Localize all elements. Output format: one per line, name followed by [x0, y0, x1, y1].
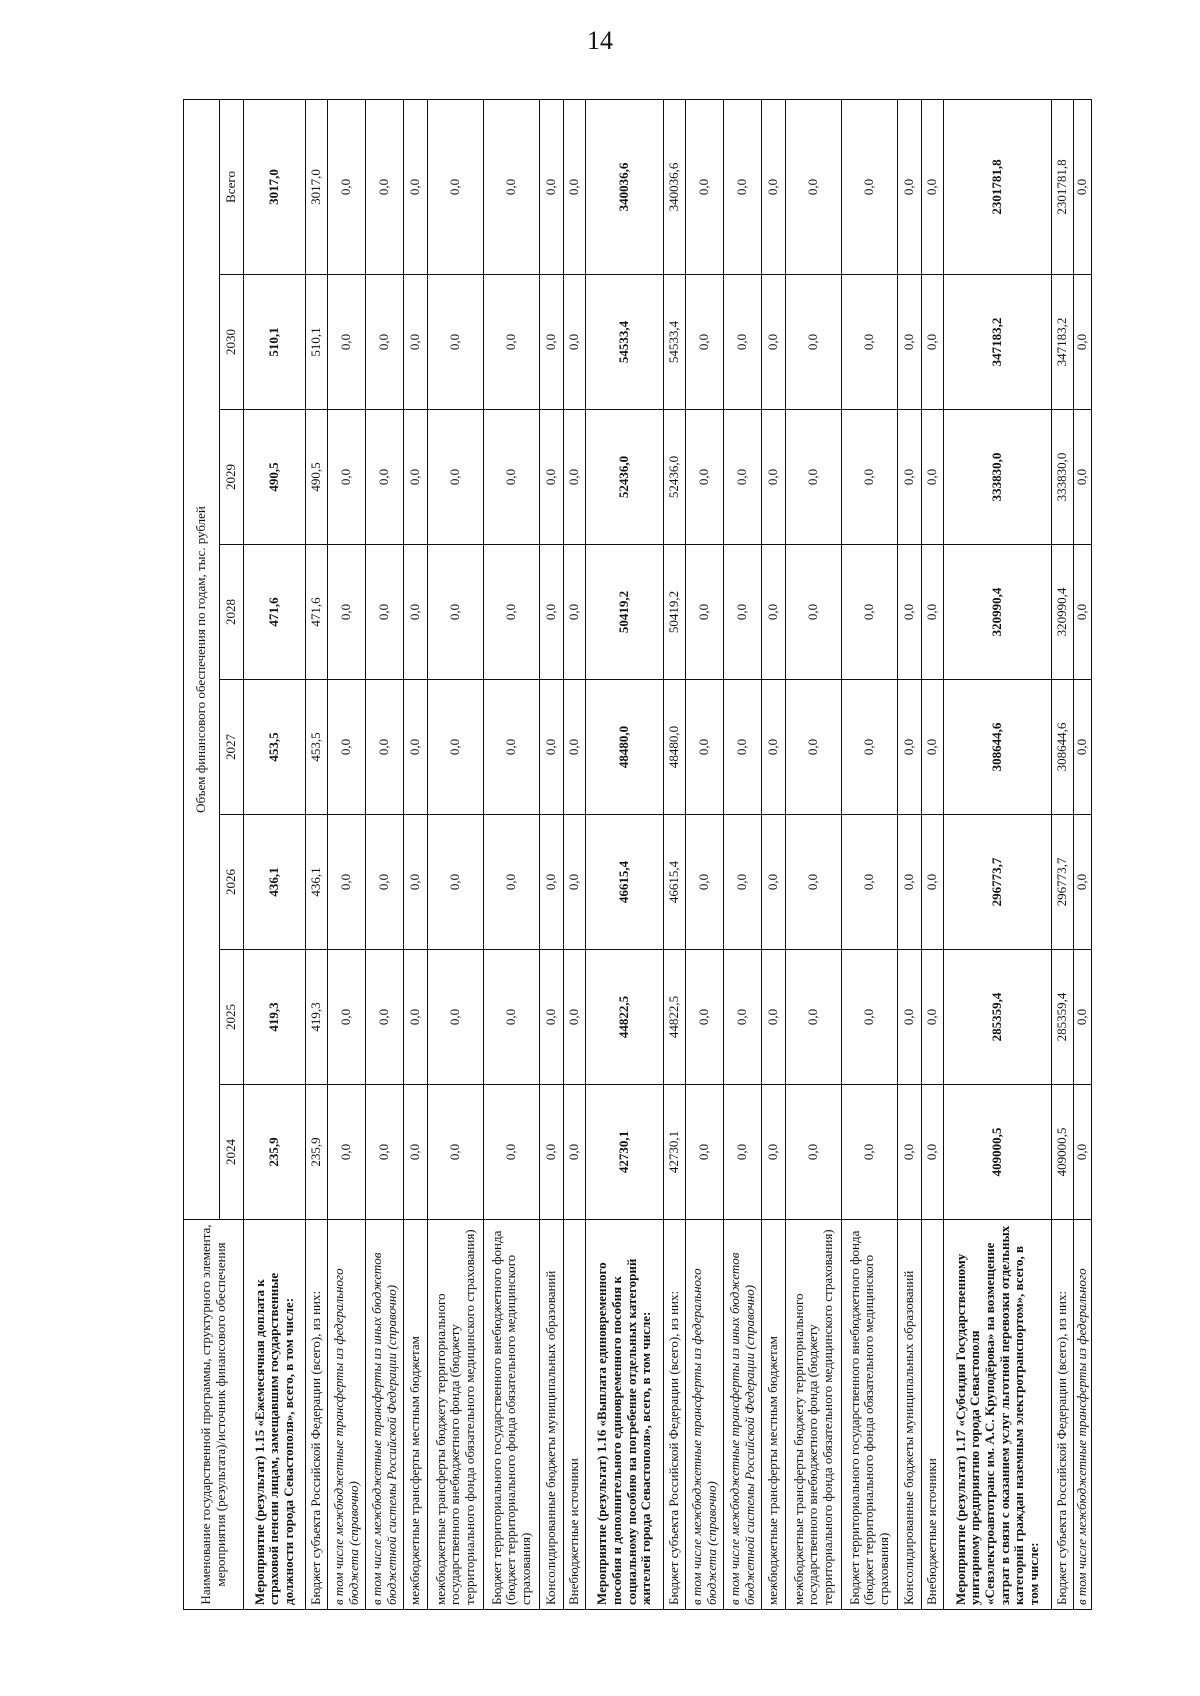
row-value-cell: 0,0: [484, 950, 540, 1085]
row-label: Консолидированные бюджеты муниципальных образований: [540, 1220, 564, 1610]
row-value-cell: 0,0: [1074, 275, 1092, 410]
table-row: [842, 99, 898, 1609]
table-row: [898, 99, 922, 1609]
row-value-cell: 453,5: [244, 680, 306, 815]
row-label: Мероприятие (результат) 1.17 «Субсидия Государственному унитарному предприятию города Севастополя «Севэлектроавтотранс им. А.С. Круподёрова» на возмещение затрат в связи с оказанием услуг льготной перевозки отдельных категорий граждан наземным электротранспортом», всего, в том числе:: [944, 1220, 1052, 1610]
table-body: [244, 99, 1092, 1609]
table-row: [786, 99, 842, 1609]
row-value-cell: 0,0: [540, 275, 564, 410]
row-value-cell: 0,0: [686, 545, 724, 680]
row-value-cell: 0,0: [724, 950, 762, 1085]
row-label: в том числе межбюджетные трансферты из федерального бюджета (справочно): [328, 1220, 366, 1610]
row-value-cell: 0,0: [686, 815, 724, 950]
row-value-cell: 0,0: [564, 275, 586, 410]
row-value-cell: 0,0: [724, 275, 762, 410]
row-value-cell: 0,0: [842, 1085, 898, 1220]
row-value-cell: 0,0: [724, 410, 762, 545]
financing-table: [183, 99, 1092, 1610]
row-value-cell: 0,0: [484, 1085, 540, 1220]
row-value-cell: 46615,4: [586, 815, 664, 950]
row-label: межбюджетные трансферты местным бюджетам: [762, 1220, 786, 1610]
row-total-cell: 0,0: [540, 99, 564, 274]
row-value-cell: 0,0: [484, 410, 540, 545]
row-value-cell: 0,0: [898, 815, 922, 950]
row-value-cell: 436,1: [244, 815, 306, 950]
row-value-cell: 409000,5: [1052, 1085, 1074, 1220]
row-label: Бюджет территориального государственного внебюджетного фонда (бюджет территориального фонда обязательного медицинского страхования): [842, 1220, 898, 1610]
row-value-cell: 0,0: [328, 950, 366, 1085]
table-row: [366, 99, 404, 1609]
row-value-cell: 0,0: [686, 680, 724, 815]
row-total-cell: 0,0: [428, 99, 484, 274]
row-total-cell: 340036,6: [664, 99, 686, 274]
row-value-cell: 510,1: [306, 275, 328, 410]
row-value-cell: 0,0: [898, 680, 922, 815]
row-value-cell: 0,0: [328, 680, 366, 815]
row-value-cell: 285359,4: [944, 950, 1052, 1085]
row-value-cell: 0,0: [786, 815, 842, 950]
row-value-cell: 48480,0: [664, 680, 686, 815]
row-value-cell: 0,0: [922, 275, 944, 410]
row-value-cell: 0,0: [724, 1085, 762, 1220]
row-value-cell: 0,0: [484, 680, 540, 815]
row-value-cell: 471,6: [306, 545, 328, 680]
row-value-cell: 44822,5: [664, 950, 686, 1085]
table-row: [686, 99, 724, 1609]
row-value-cell: 0,0: [564, 410, 586, 545]
row-value-cell: 296773,7: [1052, 815, 1074, 950]
row-label: в том числе межбюджетные трансферты из федерального: [1074, 1220, 1092, 1610]
row-value-cell: 235,9: [306, 1085, 328, 1220]
year-header: 2028: [220, 545, 244, 680]
table-row: [484, 99, 540, 1609]
row-value-cell: 0,0: [1074, 680, 1092, 815]
row-value-cell: 0,0: [428, 680, 484, 815]
row-value-cell: 42730,1: [586, 1085, 664, 1220]
row-value-cell: 0,0: [428, 1085, 484, 1220]
row-total-cell: 3017,0: [244, 99, 306, 274]
table-row: [428, 99, 484, 1609]
row-value-cell: 0,0: [724, 545, 762, 680]
row-total-cell: 0,0: [404, 99, 428, 274]
row-label: Бюджет субъекта Российской Федерации (всего), из них:: [306, 1220, 328, 1610]
table-row: [564, 99, 586, 1609]
table-row: [306, 99, 328, 1609]
row-value-cell: 0,0: [540, 410, 564, 545]
row-value-cell: 0,0: [724, 680, 762, 815]
row-value-cell: 0,0: [328, 275, 366, 410]
row-label: Мероприятие (результат) 1.15 «Ежемесячная доплата к страховой пенсии лицам, замещавшим государственные должности города Севастополя», всего, в том числе:: [244, 1220, 306, 1610]
row-value-cell: 0,0: [1074, 815, 1092, 950]
row-value-cell: 0,0: [842, 545, 898, 680]
row-value-cell: 0,0: [922, 410, 944, 545]
row-value-cell: 510,1: [244, 275, 306, 410]
table-row: [944, 99, 1052, 1609]
row-value-cell: 347183,2: [944, 275, 1052, 410]
row-value-cell: 0,0: [842, 680, 898, 815]
row-value-cell: 333830,0: [944, 410, 1052, 545]
row-total-cell: 0,0: [842, 99, 898, 274]
row-value-cell: 50419,2: [586, 545, 664, 680]
year-header: 2030: [220, 275, 244, 410]
row-value-cell: 0,0: [328, 545, 366, 680]
row-value-cell: 52436,0: [664, 410, 686, 545]
table-row: [244, 99, 306, 1609]
row-value-cell: 0,0: [404, 815, 428, 950]
row-total-cell: 0,0: [366, 99, 404, 274]
row-value-cell: 0,0: [762, 275, 786, 410]
row-value-cell: 0,0: [724, 815, 762, 950]
row-total-cell: 0,0: [484, 99, 540, 274]
total-header: Всего: [220, 99, 244, 274]
row-value-cell: 0,0: [428, 545, 484, 680]
row-value-cell: 0,0: [404, 1085, 428, 1220]
row-value-cell: 0,0: [762, 815, 786, 950]
row-label: межбюджетные трансферты бюджету территориального государственного внебюджетного фонда (бюджету территориального фонда обязательного медицинского страхования): [786, 1220, 842, 1610]
row-value-cell: 0,0: [540, 545, 564, 680]
row-label: Бюджет субъекта Российской Федерации (всего), из них:: [664, 1220, 686, 1610]
row-value-cell: 0,0: [1074, 950, 1092, 1085]
row-value-cell: 0,0: [922, 1085, 944, 1220]
row-value-cell: 0,0: [898, 275, 922, 410]
table-row: [586, 99, 664, 1609]
row-value-cell: 0,0: [564, 545, 586, 680]
row-value-cell: 308644,6: [1052, 680, 1074, 815]
year-header: 2027: [220, 680, 244, 815]
row-value-cell: 52436,0: [586, 410, 664, 545]
row-value-cell: 419,3: [244, 950, 306, 1085]
row-value-cell: 0,0: [366, 545, 404, 680]
row-total-cell: 0,0: [328, 99, 366, 274]
row-value-cell: 0,0: [540, 815, 564, 950]
year-header: 2025: [220, 950, 244, 1085]
row-value-cell: 0,0: [564, 1085, 586, 1220]
row-total-cell: 0,0: [898, 99, 922, 274]
row-value-cell: 436,1: [306, 815, 328, 950]
row-value-cell: 333830,0: [1052, 410, 1074, 545]
row-value-cell: 0,0: [428, 950, 484, 1085]
row-value-cell: 0,0: [428, 410, 484, 545]
row-total-cell: 2301781,8: [1052, 99, 1074, 274]
row-value-cell: 0,0: [1074, 410, 1092, 545]
row-value-cell: 0,0: [786, 950, 842, 1085]
row-value-cell: 0,0: [898, 410, 922, 545]
row-value-cell: 0,0: [842, 275, 898, 410]
row-value-cell: 0,0: [540, 680, 564, 815]
row-label: Внебюджетные источники: [564, 1220, 586, 1610]
row-value-cell: 0,0: [404, 950, 428, 1085]
row-value-cell: 308644,6: [944, 680, 1052, 815]
row-value-cell: 0,0: [898, 1085, 922, 1220]
row-value-cell: 0,0: [564, 680, 586, 815]
row-total-cell: 340036,6: [586, 99, 664, 274]
row-value-cell: 0,0: [762, 1085, 786, 1220]
row-value-cell: 0,0: [484, 545, 540, 680]
row-value-cell: 0,0: [842, 950, 898, 1085]
row-value-cell: 0,0: [366, 815, 404, 950]
row-total-cell: 0,0: [1074, 99, 1092, 274]
row-value-cell: 0,0: [484, 275, 540, 410]
row-total-cell: 0,0: [786, 99, 842, 274]
row-total-cell: 0,0: [686, 99, 724, 274]
row-value-cell: 453,5: [306, 680, 328, 815]
table-row: [540, 99, 564, 1609]
row-label: Бюджет субъекта Российской Федерации (всего), из них:: [1052, 1220, 1074, 1610]
row-value-cell: 0,0: [762, 545, 786, 680]
row-value-cell: 320990,4: [944, 545, 1052, 680]
row-value-cell: 0,0: [786, 545, 842, 680]
row-value-cell: 48480,0: [586, 680, 664, 815]
row-total-cell: 2301781,8: [944, 99, 1052, 274]
year-header: 2024: [220, 1085, 244, 1220]
row-value-cell: 0,0: [540, 1085, 564, 1220]
row-value-cell: 0,0: [366, 680, 404, 815]
rotated-table-container: [183, 100, 1090, 1610]
row-value-cell: 0,0: [404, 275, 428, 410]
row-value-cell: 54533,4: [664, 275, 686, 410]
row-value-cell: 0,0: [786, 680, 842, 815]
row-value-cell: 0,0: [428, 275, 484, 410]
row-value-cell: 0,0: [686, 1085, 724, 1220]
row-value-cell: 0,0: [366, 410, 404, 545]
year-header: 2029: [220, 410, 244, 545]
row-value-cell: 0,0: [686, 410, 724, 545]
row-value-cell: 0,0: [922, 545, 944, 680]
row-total-cell: 0,0: [922, 99, 944, 274]
year-header: 2026: [220, 815, 244, 950]
row-value-cell: 0,0: [786, 275, 842, 410]
row-value-cell: 0,0: [842, 410, 898, 545]
row-label: Бюджет территориального государственного внебюджетного фонда (бюджет территориального фонда обязательного медицинского страхования): [484, 1220, 540, 1610]
row-total-cell: 0,0: [762, 99, 786, 274]
row-label: Мероприятие (результат) 1.16 «Выплата единовременного пособия и дополнительного единовременного пособия к социальному пособию на погребение отдельных категорий жителей города Севастополя», всего, в том числе:: [586, 1220, 664, 1610]
row-value-cell: 0,0: [366, 275, 404, 410]
row-label: Внебюджетные источники: [922, 1220, 944, 1610]
row-value-cell: 0,0: [922, 815, 944, 950]
name-column-header: Наименование государственной программы, структурного элемента, мероприятия (результата)/источник финансового обеспечения: [184, 1220, 244, 1610]
row-value-cell: 0,0: [328, 815, 366, 950]
row-value-cell: 409000,5: [944, 1085, 1052, 1220]
row-value-cell: 0,0: [484, 815, 540, 950]
row-value-cell: 0,0: [762, 950, 786, 1085]
row-value-cell: 0,0: [564, 815, 586, 950]
row-value-cell: 471,6: [244, 545, 306, 680]
row-value-cell: 46615,4: [664, 815, 686, 950]
row-total-cell: 3017,0: [306, 99, 328, 274]
table-row: [1074, 99, 1092, 1609]
row-value-cell: 0,0: [922, 950, 944, 1085]
row-value-cell: 0,0: [428, 815, 484, 950]
row-value-cell: 347183,2: [1052, 275, 1074, 410]
row-value-cell: 235,9: [244, 1085, 306, 1220]
row-label: в том числе межбюджетные трансферты из федерального бюджета (справочно): [686, 1220, 724, 1610]
row-value-cell: 0,0: [564, 950, 586, 1085]
row-value-cell: 0,0: [898, 950, 922, 1085]
row-label: Консолидированные бюджеты муниципальных образований: [898, 1220, 922, 1610]
row-value-cell: 0,0: [366, 950, 404, 1085]
row-total-cell: 0,0: [724, 99, 762, 274]
row-value-cell: 0,0: [1074, 1085, 1092, 1220]
table-row: [922, 99, 944, 1609]
row-value-cell: 0,0: [404, 680, 428, 815]
row-value-cell: 0,0: [786, 1085, 842, 1220]
row-value-cell: 296773,7: [944, 815, 1052, 950]
row-label: межбюджетные трансферты бюджету территориального государственного внебюджетного фонда (бюджету территориального фонда обязательного медицинского страхования): [428, 1220, 484, 1610]
table-row: [328, 99, 366, 1609]
volume-header: Объем финансового обеспечения по годам, тыс. рублей: [184, 99, 220, 1219]
row-label: в том числе межбюджетные трансферты из иных бюджетов бюджетной системы Российской Федерации (справочно): [724, 1220, 762, 1610]
row-value-cell: 0,0: [540, 950, 564, 1085]
row-value-cell: 44822,5: [586, 950, 664, 1085]
row-value-cell: 0,0: [922, 680, 944, 815]
table-row: [664, 99, 686, 1609]
row-value-cell: 320990,4: [1052, 545, 1074, 680]
row-value-cell: 0,0: [762, 680, 786, 815]
row-value-cell: 419,3: [306, 950, 328, 1085]
table-row: [724, 99, 762, 1609]
row-value-cell: 54533,4: [586, 275, 664, 410]
row-value-cell: 0,0: [328, 410, 366, 545]
row-value-cell: 42730,1: [664, 1085, 686, 1220]
row-value-cell: 0,0: [686, 950, 724, 1085]
table-row: [404, 99, 428, 1609]
row-value-cell: 0,0: [842, 815, 898, 950]
row-value-cell: 0,0: [404, 410, 428, 545]
row-value-cell: 490,5: [306, 410, 328, 545]
table-row: [1052, 99, 1074, 1609]
row-value-cell: 0,0: [686, 275, 724, 410]
row-label: в том числе межбюджетные трансферты из иных бюджетов бюджетной системы Российской Федерации (справочно): [366, 1220, 404, 1610]
row-value-cell: 0,0: [898, 545, 922, 680]
row-value-cell: 50419,2: [664, 545, 686, 680]
row-total-cell: 0,0: [564, 99, 586, 274]
row-value-cell: 0,0: [762, 410, 786, 545]
row-value-cell: 0,0: [404, 545, 428, 680]
page-number: 14: [587, 26, 613, 55]
row-value-cell: 0,0: [366, 1085, 404, 1220]
row-value-cell: 285359,4: [1052, 950, 1074, 1085]
row-value-cell: 0,0: [1074, 545, 1092, 680]
row-value-cell: 0,0: [328, 1085, 366, 1220]
row-value-cell: 490,5: [244, 410, 306, 545]
row-value-cell: 0,0: [786, 410, 842, 545]
row-label: межбюджетные трансферты местным бюджетам: [404, 1220, 428, 1610]
table-row: [762, 99, 786, 1609]
